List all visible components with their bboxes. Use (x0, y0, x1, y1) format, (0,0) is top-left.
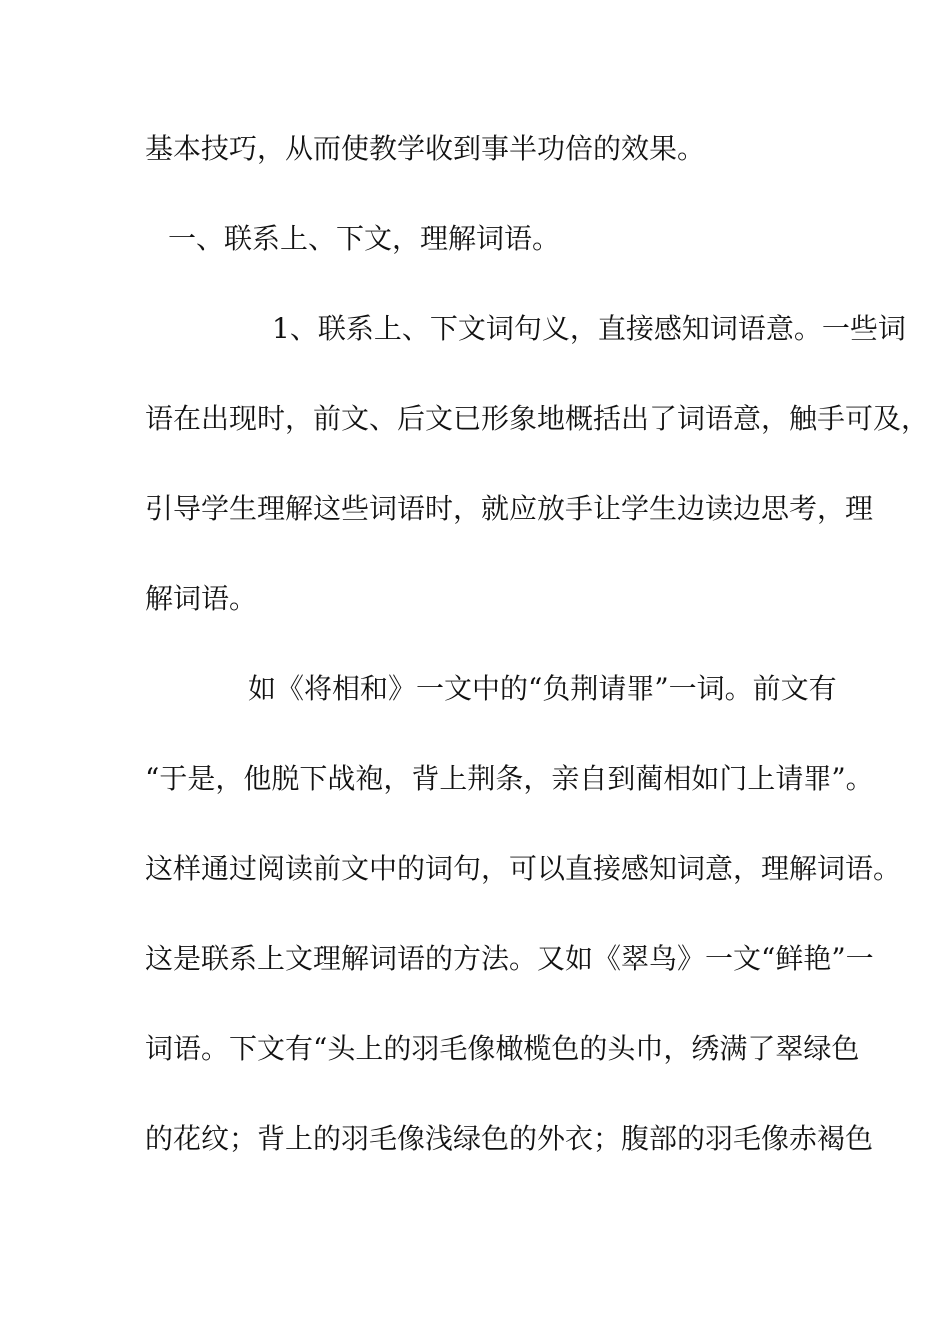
section-heading: 一、联系上、下文，理解词语。 (168, 222, 561, 255)
text-line-7: 如《将相和》一文中的“负荆请罪”一词。前文有 (248, 672, 837, 705)
text-line-3: 1、联系上、下文词句义，直接感知词语意。一些词 (272, 312, 906, 345)
text-line-5: 引导学生理解这些词语时，就应放手让学生边读边思考，理 (145, 492, 874, 525)
text-line-11: 词语。下文有“头上的羽毛像橄榄色的头巾，绣满了翠绿色 (145, 1032, 860, 1065)
text-line-9: 这样通过阅读前文中的词句，可以直接感知词意，理解词语。 (145, 852, 902, 885)
text-line-10: 这是联系上文理解词语的方法。又如《翠鸟》一文“鲜艳”一 (145, 942, 874, 975)
text-line-12: 的花纹；背上的羽毛像浅绿色的外衣；腹部的羽毛像赤褐色 (145, 1122, 874, 1155)
text-line-6: 解词语。 (145, 582, 258, 615)
text-line-4: 语在出现时，前文、后文已形象地概括出了词语意，触手可及， (145, 402, 930, 435)
text-line-8: “于是，他脱下战袍，背上荆条，亲自到蔺相如门上请罪”。 (145, 762, 874, 795)
text-line-1: 基本技巧，从而使教学收到事半功倍的效果。 (145, 132, 706, 165)
